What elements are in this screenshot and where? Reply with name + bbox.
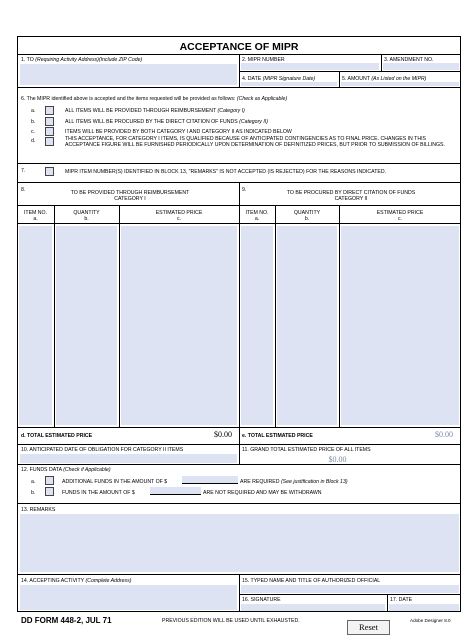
block-15-label: 15. TYPED NAME AND TITLE OF AUTHORIZED OFFICIAL [242, 578, 381, 584]
funds-b-letter: b. [31, 490, 36, 496]
divider [381, 54, 382, 71]
divider [17, 205, 461, 206]
block-4-label: 4. DATE (MIPR Signature Date) [242, 76, 316, 82]
block-2-label: 2. MIPR NUMBER [242, 57, 285, 63]
funds-b-checkbox[interactable] [45, 487, 54, 496]
accepting-activity-field[interactable] [20, 585, 237, 610]
divider [17, 223, 461, 224]
divider [17, 464, 461, 465]
funds-a-checkbox[interactable] [45, 476, 54, 485]
option-d-checkbox[interactable] [45, 137, 54, 146]
divider [387, 594, 388, 612]
cat2-col-price: ESTIMATED PRICE [376, 210, 424, 216]
block-17-label: 17. DATE [390, 597, 413, 603]
block-7-text: MIPR ITEM NUMBER(S) IDENTIFIED IN BLOCK 13, "REMARKS" IS NOT ACCEPTED (IS REJECTED) FOR THE REASONS INDICATED. [65, 169, 387, 175]
option-a-text: ALL ITEMS WILL BE PROVIDED THROUGH REIMBURSEMENT (Category I) [65, 108, 245, 114]
cat1-col-item-no: ITEM NO. [23, 210, 48, 216]
option-c-letter: c. [31, 129, 36, 135]
block-9-title: TO BE PROCURED BY DIRECT CITATION OF FUNDS [286, 190, 416, 196]
cat1-item-no-column[interactable] [19, 226, 52, 425]
amendment-number-field[interactable] [383, 63, 459, 70]
block-16-label: 16. SIGNATURE [242, 597, 281, 603]
block-1-label: 1. TO (Requiring Activity Address)(Include ZIP Code) [21, 57, 143, 63]
block-13-label: 13. REMARKS [21, 507, 56, 513]
divider [275, 205, 276, 427]
block-6-intro: 6. The MIPR identified above is accepted and the items requested will be provided as follows: (Check as Applicable) [21, 96, 288, 102]
funds-b-text: FUNDS IN THE AMOUNT OF $ [62, 490, 135, 496]
additional-funds-amount-field[interactable] [182, 476, 238, 484]
cat1-col-item-no-sub: a. [33, 216, 38, 222]
block-3-label: 3. AMENDMENT NO. [384, 57, 434, 63]
divider [17, 163, 461, 164]
cat1-total-label: d. TOTAL ESTIMATED PRICE [21, 433, 93, 439]
funds-a-letter: a. [31, 479, 36, 485]
cat2-col-item-no-sub: a. [254, 216, 260, 222]
block-10-label: 10. ANTICIPATED DATE OF OBLIGATION FOR CATEGORY II ITEMS [21, 447, 184, 453]
funds-b-after: ARE NOT REQUIRED AND MAY BE WITHDRAWN [203, 490, 322, 496]
divider [339, 205, 340, 427]
date-field[interactable] [241, 82, 337, 86]
signature-date-field[interactable] [389, 604, 459, 611]
cat1-price-column[interactable] [121, 226, 237, 425]
funds-a-after: ARE REQUIRED (See justification in Block 13) [240, 479, 348, 485]
reset-button[interactable]: Reset [347, 620, 390, 635]
divider [339, 71, 340, 87]
block-11-label: 11. GRAND TOTAL ESTIMATED PRICE OF ALL ITEMS [242, 447, 371, 453]
block-8-subtitle: CATEGORY I [114, 196, 146, 202]
option-d-text: THIS ACCEPTANCE, FOR CATEGORY I ITEMS, IS QUALIFIED BECAUSE OF ANTICIPATED CONTINGENCIES AS TO FINAL PRICE. CHANGES IN THIS ACCEPTANCE FIGURE WILL BE FURNISHED PERIODICALLY UPON DETERMINATION OF DEFINITIZED PRICES, BUT PRIOR TO SUBMISSION OF BILLINGS. [65, 136, 445, 149]
block-14-label: 14. ACCEPTING ACTIVITY (Complete Address) [21, 578, 132, 584]
cat2-quantity-column[interactable] [277, 226, 337, 425]
divider [54, 205, 55, 427]
divider [17, 427, 461, 428]
block-7-label: 7. [21, 168, 26, 174]
signature-field[interactable] [241, 604, 385, 611]
divider [119, 205, 120, 427]
cat1-col-price: ESTIMATED PRICE [155, 210, 203, 216]
option-a-letter: a. [31, 108, 36, 114]
form-number: DD FORM 448-2, JUL 71 [21, 616, 112, 625]
block-7-checkbox[interactable] [45, 167, 54, 176]
block-8-title: TO BE PROVIDED THROUGH REIMBURSEMENT [70, 190, 190, 196]
divider [239, 594, 461, 595]
to-address-field[interactable] [20, 64, 237, 85]
option-b-checkbox[interactable] [45, 117, 54, 126]
cat2-col-quantity-sub: b. [304, 216, 310, 222]
option-d-letter: d. [31, 138, 36, 144]
authorized-official-field[interactable] [241, 585, 459, 593]
cat1-col-price-sub: c. [176, 216, 182, 222]
designer-note: Adobe Designer 8.0 [410, 618, 451, 623]
block-5-label: 5. AMOUNT (As Listed on the MIPR) [342, 76, 427, 82]
cat2-total-value: $0.00 [435, 430, 453, 439]
cat2-col-item-no: ITEM NO. [245, 210, 269, 216]
amount-field[interactable] [341, 82, 459, 86]
funds-not-required-amount-field[interactable] [150, 487, 201, 495]
cat2-price-column[interactable] [341, 226, 459, 425]
funds-a-text: ADDITIONAL FUNDS IN THE AMOUNT OF $ [62, 479, 168, 485]
obligation-date-field[interactable] [20, 454, 237, 463]
cat2-total-label: e. TOTAL ESTIMATED PRICE [242, 433, 313, 439]
option-b-letter: b. [31, 119, 36, 125]
cat1-quantity-column[interactable] [56, 226, 117, 425]
cat1-col-quantity-sub: b. [84, 216, 89, 222]
block-12-label: 12. FUNDS DATA (Check if Applicable) [21, 467, 111, 473]
cat1-col-quantity: QUANTITY [73, 210, 100, 216]
form-title: ACCEPTANCE OF MIPR [179, 41, 299, 53]
option-a-checkbox[interactable] [45, 106, 54, 115]
divider [239, 444, 240, 464]
mipr-number-field[interactable] [241, 63, 379, 70]
divider [17, 87, 461, 88]
cat2-col-price-sub: c. [397, 216, 403, 222]
cat2-col-quantity: QUANTITY [293, 210, 321, 216]
remarks-field[interactable] [20, 514, 459, 572]
option-c-checkbox[interactable] [45, 127, 54, 136]
divider [17, 503, 461, 504]
option-b-text: ALL ITEMS WILL BE PROCURED BY THE DIRECT CITATION OF FUNDS (Category II) [65, 119, 268, 125]
block-9-subtitle: CATEGORY II [334, 196, 368, 202]
cat1-total-value: $0.00 [214, 430, 232, 439]
edition-note: PREVIOUS EDITION WILL BE USED UNTIL EXHAUSTED. [162, 618, 300, 624]
grand-total-value: $0.00 [328, 455, 347, 464]
block-9-label: 9. [242, 187, 247, 193]
option-c-text: ITEMS WILL BE PROVIDED BY BOTH CATEGORY I AND CATEGORY II AS INDICATED BELOW [65, 129, 292, 135]
divider [239, 574, 240, 612]
cat2-item-no-column[interactable] [241, 226, 273, 425]
block-8-label: 8. [21, 187, 26, 193]
divider [239, 71, 461, 72]
